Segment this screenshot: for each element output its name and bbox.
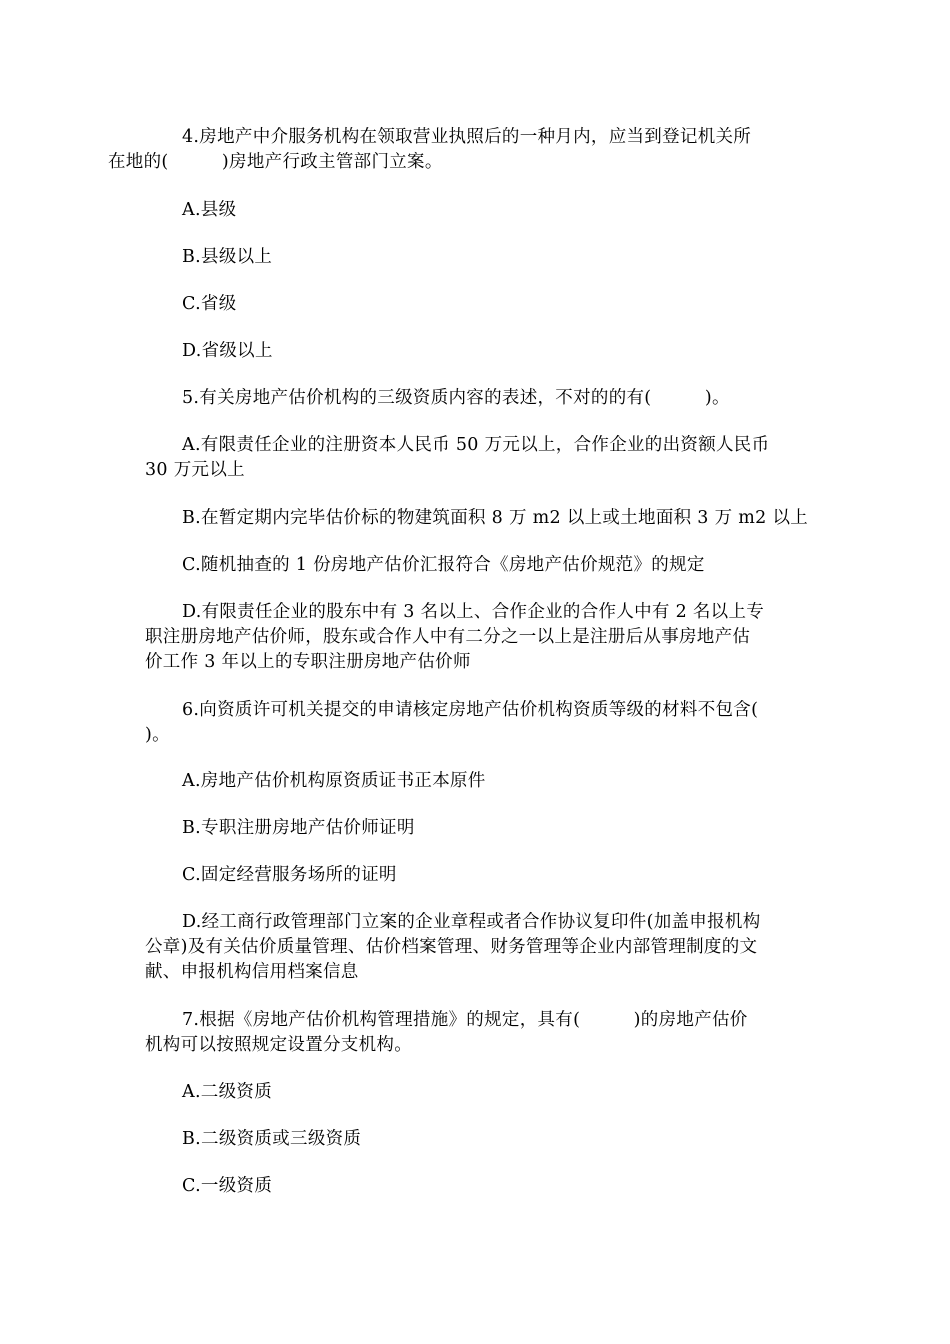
question-4-option-b: B.县级以上 xyxy=(182,247,273,267)
question-6-option-d-line-2: 公章)及有关估价质量管理、估价档案管理、财务管理等企业内部管理制度的文 xyxy=(145,937,758,957)
question-6-stem-line-1: 6.向资质许可机关提交的申请核定房地产估价机构资质等级的材料不包含( xyxy=(182,700,759,720)
question-6-option-c: C.固定经营服务场所的证明 xyxy=(182,865,397,885)
question-5-option-a-line-1: A.有限责任企业的注册资本人民币 50 万元以上，合作企业的出资额人民币 xyxy=(182,435,770,455)
question-4-stem-line-2: 在地的( )房地产行政主管部门立案。 xyxy=(108,152,443,172)
question-4-stem xyxy=(108,125,810,175)
question-7-stem-line-1: 7.根据《房地产估价机构管理措施》的规定，具有( )的房地产估价 xyxy=(182,1010,748,1030)
question-5-option-b: B.在暂定期内完毕估价标的物建筑面积 8 万 m2 以上或土地面积 3 万 m2 以上 xyxy=(182,508,809,528)
question-4-option-d: D.省级以上 xyxy=(182,341,273,361)
question-6-stem xyxy=(145,698,810,748)
question-7-option-a: A.二级资质 xyxy=(182,1082,273,1102)
question-4-option-a: A.县级 xyxy=(182,200,237,220)
question-4-stem-line-1: 4.房地产中介服务机构在领取营业执照后的一种月内，应当到登记机关所 xyxy=(182,127,752,147)
question-5-option-d-line-3: 价工作 3 年以上的专职注册房地产估价师 xyxy=(145,652,471,672)
question-4-option-c: C.省级 xyxy=(182,294,237,314)
question-5-stem-line-1: 5.有关房地产估价机构的三级资质内容的表述，不对的的有( )。 xyxy=(182,388,730,408)
question-5-option-d-line-1: D.有限责任企业的股东中有 3 名以上、合作企业的合作人中有 2 名以上专 xyxy=(182,602,765,622)
question-7-stem xyxy=(145,1008,810,1058)
question-5-stem xyxy=(145,386,810,411)
question-6-option-d xyxy=(145,910,810,985)
question-5-option-c: C.随机抽查的 1 份房地产估价汇报符合《房地产估价规范》的规定 xyxy=(182,555,705,575)
question-6-option-d-line-1: D.经工商行政管理部门立案的企业章程或者合作协议复印件(加盖申报机构 xyxy=(182,912,761,932)
question-5-option-d-line-2: 职注册房地产估价师，股东或合作人中有二分之一以上是注册后从事房地产估 xyxy=(145,627,751,647)
question-6-option-a: A.房地产估价机构原资质证书正本原件 xyxy=(182,771,486,791)
question-7-stem-line-2: 机构可以按照规定设置分支机构。 xyxy=(145,1035,412,1055)
question-5-option-a-line-2: 30 万元以上 xyxy=(145,460,245,480)
question-6-stem-line-2: )。 xyxy=(145,725,170,745)
question-6-option-b: B.专职注册房地产估价师证明 xyxy=(182,818,415,838)
question-5-option-a xyxy=(145,433,810,483)
question-7-option-c: C.一级资质 xyxy=(182,1176,273,1196)
question-7-option-b: B.二级资质或三级资质 xyxy=(182,1129,362,1149)
question-6-option-d-line-3: 献、申报机构信用档案信息 xyxy=(145,962,359,982)
question-5-option-d xyxy=(145,600,810,675)
